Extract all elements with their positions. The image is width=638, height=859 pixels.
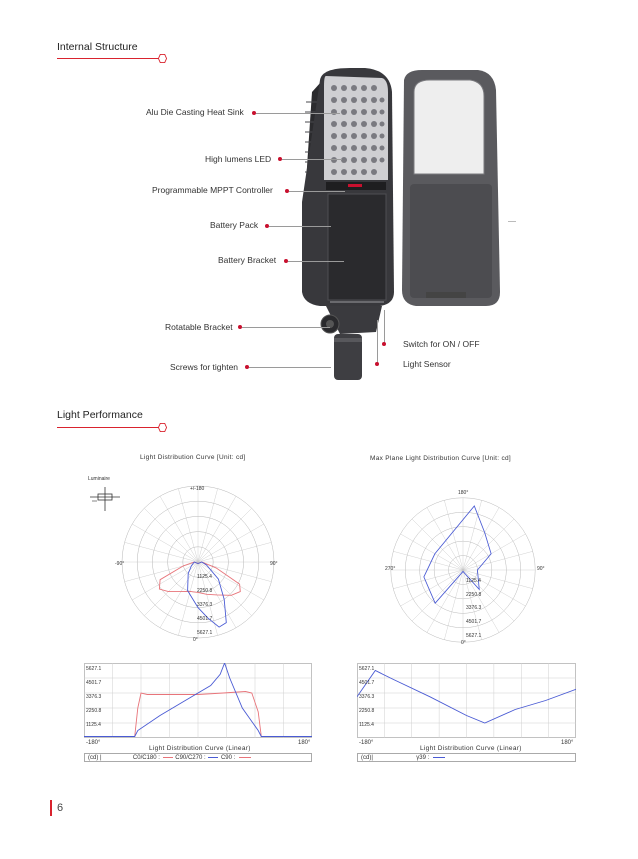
callout-led: High lumens LED xyxy=(205,154,272,164)
polar-spoke xyxy=(444,570,463,640)
callout-mppt-controller: Programmable MPPT Controller xyxy=(152,185,273,195)
luminaire-label: Luminaire xyxy=(88,476,110,482)
polar-spoke xyxy=(400,570,463,606)
polar-spoke xyxy=(160,562,198,628)
right-linear-xmin: -180° xyxy=(359,740,374,746)
polar-spoke xyxy=(144,508,198,562)
polar-spoke xyxy=(463,570,526,606)
right-polar-top-label: 180° xyxy=(458,490,469,496)
right-polar-chart xyxy=(387,494,539,646)
polar-spoke xyxy=(198,562,218,635)
callout-leader xyxy=(249,367,331,368)
polar-spoke xyxy=(400,534,463,570)
polar-spoke xyxy=(412,519,463,570)
left-polar-top-label: +/-180 xyxy=(190,486,205,492)
polar-spoke xyxy=(198,542,271,562)
left-chart-title: Light Distribution Curve [Unit: cd] xyxy=(140,454,246,461)
left-linear-xmax: 180° xyxy=(298,740,311,746)
luminaire-icon xyxy=(88,485,122,513)
callout-screws: Screws for tighten xyxy=(170,362,239,372)
left-linear-y-label: 3376.3 xyxy=(86,694,102,700)
legend-swatch xyxy=(163,757,173,758)
left-legend xyxy=(84,753,312,762)
left-polar-left-label: -90° xyxy=(115,561,125,567)
legend-series-c0: C0/C180 : xyxy=(132,755,160,761)
legend-swatch xyxy=(208,757,218,758)
polar-spoke xyxy=(198,496,236,562)
right-ring-label: 2250.8 xyxy=(466,592,482,598)
polar-spoke xyxy=(463,507,499,570)
left-ring-label: 5627.1 xyxy=(197,630,213,636)
right-linear-y-label: 4501.7 xyxy=(359,680,375,686)
right-ring-label: 4501.7 xyxy=(466,619,482,625)
right-linear-y-label: 3376.3 xyxy=(359,694,375,700)
legend-swatch xyxy=(433,757,445,758)
polar-spoke xyxy=(132,524,198,562)
left-linear-title: Light Distribution Curve (Linear) xyxy=(149,745,251,752)
right-linear-title: Light Distribution Curve (Linear) xyxy=(420,745,522,752)
legend-unit: (cd) | xyxy=(88,755,102,761)
left-linear-chart xyxy=(84,663,312,738)
right-linear-y-label: 5627.1 xyxy=(359,666,375,672)
section-title-light-performance: Light Performance xyxy=(57,409,143,421)
hexagon-icon xyxy=(158,54,167,63)
left-linear-y-label: 2250.8 xyxy=(86,708,102,714)
callout-battery-pack: Battery Pack xyxy=(210,220,259,230)
callout-leader xyxy=(256,113,340,114)
right-polar-right-label: 90° xyxy=(537,566,545,572)
legend-series-gamma: γ39 : xyxy=(416,755,430,761)
polar-spoke xyxy=(125,542,198,562)
callout-leader xyxy=(384,310,385,345)
legend-series-c90b: C90 : xyxy=(220,755,236,761)
legend-swatch xyxy=(239,757,251,758)
polar-spoke xyxy=(160,496,198,562)
section-rule xyxy=(57,427,159,428)
right-linear-chart xyxy=(357,663,576,738)
right-linear-y-label: 2250.8 xyxy=(359,708,375,714)
right-linear-xmax: 180° xyxy=(561,740,574,746)
section-rule xyxy=(57,58,159,59)
callout-heat-sink: Alu Die Casting Heat Sink xyxy=(146,107,244,117)
right-polar-bottom-label: 0° xyxy=(461,640,466,646)
section-title-internal-structure: Internal Structure xyxy=(57,41,138,53)
left-ring-label: 3376.3 xyxy=(197,602,213,608)
left-ring-label: 4501.7 xyxy=(197,616,213,622)
callout-dot xyxy=(382,342,386,346)
polar-spoke xyxy=(198,489,218,562)
left-linear-xmin: -180° xyxy=(86,740,101,746)
callout-leader xyxy=(282,159,342,160)
polar-spoke xyxy=(444,500,463,570)
left-ring-label: 2250.8 xyxy=(197,588,213,594)
polar-spoke xyxy=(178,489,198,562)
callout-leader xyxy=(288,261,344,262)
right-ring-label: 3376.3 xyxy=(466,605,482,611)
callout-switch: Switch for ON / OFF xyxy=(403,339,480,349)
page-number-bar xyxy=(50,800,52,816)
polar-spoke xyxy=(427,507,463,570)
polar-spoke xyxy=(463,534,526,570)
polar-spoke xyxy=(463,551,533,570)
led-panel xyxy=(324,76,388,180)
page-number: 6 xyxy=(57,802,64,814)
dash-mark xyxy=(508,221,516,222)
right-linear-y-label: 1125.4 xyxy=(359,722,374,728)
legend-series-c90: C90/C270 : xyxy=(175,755,206,761)
callout-leader xyxy=(269,226,331,227)
left-ring-label: 1125.4 xyxy=(197,574,212,580)
left-linear-y-label: 1125.4 xyxy=(86,722,101,728)
series-gamma-39 xyxy=(424,506,491,603)
battery-pack xyxy=(328,194,386,300)
right-ring-label: 1125.4 xyxy=(466,578,481,584)
callout-leader xyxy=(289,191,345,192)
right-chart-title: Max Plane Light Distribution Curve [Unit: cd] xyxy=(370,455,512,462)
left-linear-y-label: 5627.1 xyxy=(86,666,102,672)
polar-spoke xyxy=(427,570,463,633)
hexagon-icon xyxy=(158,423,167,432)
callout-rotatable-bracket: Rotatable Bracket xyxy=(165,322,233,332)
polar-spoke xyxy=(412,570,463,621)
right-ring-label: 5627.1 xyxy=(466,633,482,639)
left-polar-bottom-label: 0° xyxy=(193,637,198,643)
polar-spoke xyxy=(198,508,252,562)
polar-spoke xyxy=(463,500,482,570)
left-linear-y-label: 4501.7 xyxy=(86,680,102,686)
callout-battery-bracket: Battery Bracket xyxy=(218,255,277,265)
left-polar-right-label: 90° xyxy=(270,561,278,567)
callout-light-sensor: Light Sensor xyxy=(403,359,451,369)
callout-leader xyxy=(377,320,378,364)
polar-spoke xyxy=(198,524,264,562)
callout-dot xyxy=(375,362,379,366)
right-legend xyxy=(357,753,576,762)
callout-leader xyxy=(242,327,330,328)
legend-unit: (cd)| xyxy=(361,755,373,761)
right-polar-left-label: 270° xyxy=(385,566,396,572)
